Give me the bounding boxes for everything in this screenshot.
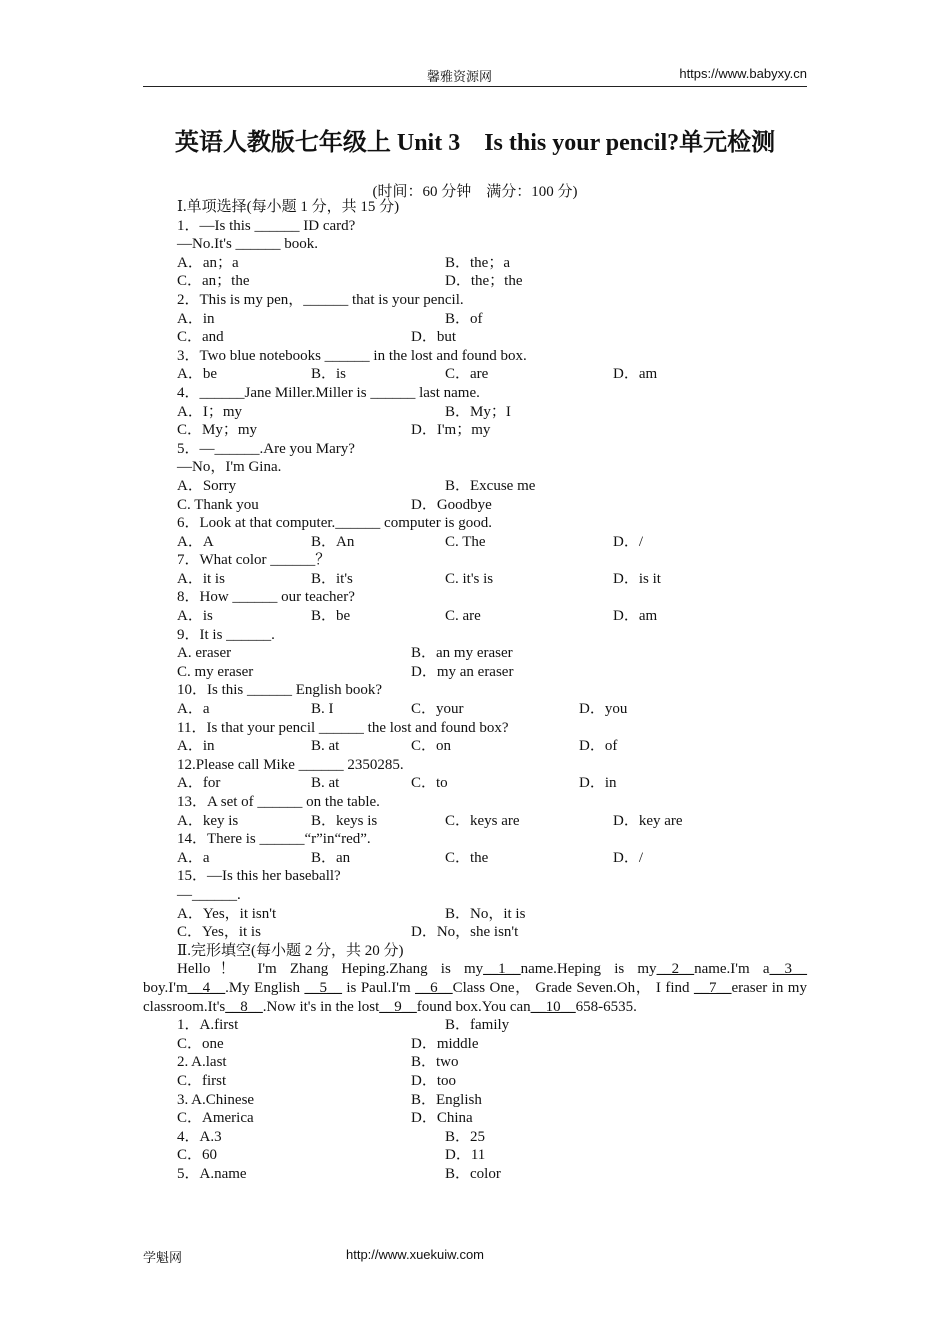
question-1-stem2: —No.It's ______ book. — [177, 236, 319, 253]
option-d: D．key are — [613, 812, 683, 829]
option-d: D．am — [613, 366, 658, 383]
question-5-stem2: —No，I'm Gina. — [177, 459, 282, 476]
blank-1: __1__ — [483, 961, 521, 978]
blank-8: __8__ — [225, 998, 263, 1015]
option-c: C．My；my — [177, 422, 258, 439]
option-c: C．an；the — [177, 273, 250, 290]
question-14-options — [143, 849, 807, 868]
question-6-stem: 6．Look at that computer.______ computer is good. — [177, 515, 492, 532]
option-d: D．my an eraser — [411, 663, 514, 680]
option-a: 5．A.name — [177, 1165, 247, 1182]
option-b: B．English — [411, 1091, 482, 1108]
blank-4: __4__ — [187, 979, 226, 996]
option-d: D．am — [613, 608, 658, 625]
option-d: D．the；the — [445, 273, 523, 290]
question-2-options-row2 — [143, 328, 807, 347]
option-d: D．you — [579, 701, 628, 718]
question-4-options-row2 — [143, 421, 807, 440]
option-b: B．No，it is — [445, 905, 526, 922]
question-4-options-row1 — [143, 403, 807, 422]
time-score-info: (时间：60 分钟 满分：100 分) — [372, 184, 578, 200]
option-c: C．one — [177, 1035, 224, 1052]
option-a: A．in — [177, 310, 215, 327]
cloze-4-options-row2 — [143, 1146, 807, 1165]
question-12-stem: 12.Please call Mike ______ 2350285. — [177, 756, 404, 773]
option-c: C．America — [177, 1110, 254, 1127]
option-c: C. it's is — [445, 570, 494, 587]
option-d: D．of — [579, 738, 618, 755]
question-1-options-row2 — [143, 272, 807, 291]
option-a: A．is — [177, 608, 213, 625]
question-9-options-row2 — [143, 663, 807, 682]
option-a: A．in — [177, 738, 215, 755]
question-15-stem: 15．—Is this her baseball? — [177, 868, 341, 885]
blank-3: __3__ — [769, 961, 807, 978]
question-9-options-row1 — [143, 644, 807, 663]
question-13-stem: 13．A set of ______ on the table. — [177, 794, 380, 810]
question-15-stem2: —______. — [177, 886, 241, 903]
option-c: C．are — [445, 366, 489, 383]
passage-text: .Now it's in the lost — [262, 998, 380, 1015]
question-1-stem: 1．—Is this ______ ID card? — [177, 217, 356, 234]
option-b: B．the；a — [445, 254, 510, 271]
cloze-3-options-row1 — [143, 1091, 807, 1110]
blank-2: __2__ — [656, 961, 695, 978]
question-9-stem: 9．It is ______. — [177, 626, 275, 643]
option-c: C．the — [445, 849, 489, 866]
passage-text: found box.You can — [416, 998, 531, 1015]
cloze-1-options-row1 — [143, 1016, 807, 1035]
footer-url[interactable]: http://www.xuekuiw.com — [346, 1247, 484, 1262]
question-3-stem: 3．Two blue notebooks ______ in the lost and found box. — [177, 347, 527, 364]
option-a: A．A — [177, 533, 214, 550]
option-a: A．be — [177, 366, 217, 383]
option-a: A．key is — [177, 812, 239, 829]
option-b: B. at — [311, 738, 340, 755]
option-b: B．is — [311, 366, 347, 383]
option-b: B．My；I — [445, 403, 511, 420]
option-a: A．it is — [177, 570, 225, 587]
option-c: C．Yes，it is — [177, 924, 261, 941]
passage-text: .My English — [225, 979, 305, 996]
cloze-passage — [143, 960, 807, 1016]
question-5-options-row2 — [143, 496, 807, 515]
passage-text: is Paul.I'm — [341, 979, 416, 996]
cloze-2-options-row1 — [143, 1053, 807, 1072]
option-c: C．first — [177, 1072, 227, 1089]
option-b: B．it's — [311, 570, 353, 587]
option-c: C. The — [445, 533, 486, 550]
option-b: B．be — [311, 608, 351, 625]
question-2-stem: 2．This is my pen，______ that is your pencil. — [177, 291, 464, 308]
header-url[interactable]: https://www.babyxy.cn — [679, 66, 807, 81]
option-d: D．too — [411, 1072, 457, 1089]
cloze-5-options-row1 — [143, 1165, 807, 1184]
option-a: 4．A.3 — [177, 1128, 222, 1145]
question-3-options — [143, 365, 807, 384]
option-b: B．of — [445, 310, 483, 327]
question-15-options-row2 — [143, 923, 807, 942]
passage-text: Hello！ I'm Zhang Heping.Zhang is my — [177, 961, 484, 978]
passage-text: name.Heping is my — [520, 961, 657, 978]
option-a: A．an；a — [177, 254, 239, 271]
option-a: A．Yes，it isn't — [177, 905, 277, 922]
question-6-options — [143, 533, 807, 552]
blank-10: __10__ — [530, 998, 576, 1015]
document-body — [143, 198, 807, 1183]
option-d: D．China — [411, 1110, 473, 1127]
option-b: B．two — [411, 1054, 459, 1071]
question-10-options — [143, 700, 807, 719]
passage-text: name.I'm a — [694, 961, 770, 978]
option-b: B．keys is — [311, 812, 378, 829]
option-d: D．/ — [613, 533, 644, 550]
option-b: B．An — [311, 533, 355, 550]
option-a: A．Sorry — [177, 477, 237, 494]
option-b: B．an my eraser — [411, 645, 513, 662]
option-c: C．on — [411, 738, 452, 755]
option-a: A．a — [177, 701, 210, 718]
option-a: 1．A.first — [177, 1017, 239, 1034]
header-site-name: 馨雅资源网 — [427, 69, 493, 84]
question-11-stem: 11．Is that your pencil ______ the lost and found box? — [177, 719, 509, 736]
option-a: A．I；my — [177, 403, 242, 420]
question-7-stem: 7．What color ______？ — [177, 552, 331, 569]
option-d: D．middle — [411, 1035, 479, 1052]
question-5-stem: 5．—______.Are you Mary? — [177, 440, 355, 457]
option-c: C. Thank you — [177, 496, 259, 513]
passage-text: Class One， Grade Seven.Oh， I find — [452, 979, 694, 996]
question-13-options — [143, 812, 807, 831]
option-a: A．for — [177, 775, 221, 792]
option-d: D．I'm；my — [411, 422, 491, 439]
blank-6: __6__ — [415, 979, 453, 996]
option-c: C. my eraser — [177, 663, 254, 680]
cloze-3-options-row2 — [143, 1109, 807, 1128]
cloze-4-options-row1 — [143, 1128, 807, 1147]
option-b: B．an — [311, 849, 351, 866]
option-d: D．in — [579, 775, 617, 792]
option-d: D．is it — [613, 570, 661, 587]
footer-site-name: 学魁网 — [143, 1250, 183, 1265]
option-c: C．to — [411, 775, 448, 792]
option-c: C．and — [177, 329, 224, 346]
page-header — [143, 66, 807, 87]
passage-text: eraser in my classroom.It's — [143, 979, 807, 1015]
option-b: B．color — [445, 1165, 501, 1182]
document-title: 英语人教版七年级上 Unit 3 Is this your pencil?单元检测 — [174, 130, 776, 156]
blank-5: __5__ — [304, 979, 342, 996]
cloze-1-options-row2 — [143, 1035, 807, 1054]
question-4-stem: 4．______Jane Miller.Miller is ______ last name. — [177, 384, 480, 401]
option-b: B．family — [445, 1017, 510, 1034]
question-14-stem: 14．There is ______“r”in“red”. — [177, 831, 371, 848]
option-d: D．Goodbye — [411, 496, 492, 513]
question-5-options-row1 — [143, 477, 807, 496]
cloze-2-options-row2 — [143, 1072, 807, 1091]
passage-text: boy.I'm — [143, 979, 188, 996]
option-c: C．your — [411, 701, 464, 718]
passage-text: 658-6535. — [575, 998, 637, 1015]
option-b: B．Excuse me — [445, 477, 536, 494]
question-2-options-row1 — [143, 310, 807, 329]
section2-heading: Ⅱ.完形填空(每小题 2 分，共 20 分) — [177, 942, 404, 959]
question-12-options — [143, 774, 807, 793]
question-10-stem: 10．Is this ______ English book? — [177, 682, 382, 699]
option-d: D．11 — [445, 1147, 486, 1164]
option-a: A．a — [177, 849, 210, 866]
option-d: D．/ — [613, 849, 644, 866]
option-a: 2. A.last — [177, 1054, 227, 1071]
question-11-options — [143, 737, 807, 756]
option-c: C．60 — [177, 1147, 218, 1164]
question-8-options — [143, 607, 807, 626]
option-d: D．but — [411, 329, 457, 346]
blank-7: __7__ — [693, 979, 732, 996]
blank-9: __9__ — [379, 998, 417, 1015]
section1-heading: Ⅰ.单项选择(每小题 1 分，共 15 分) — [177, 199, 400, 215]
question-15-options-row1 — [143, 905, 807, 924]
option-c: C. are — [445, 608, 481, 625]
option-a: A. eraser — [177, 645, 232, 662]
option-b: B．25 — [445, 1128, 486, 1145]
question-1-options-row1 — [143, 254, 807, 273]
question-8-stem: 8．How ______ our teacher? — [177, 589, 355, 606]
option-c: C．keys are — [445, 812, 520, 829]
option-d: D．No，she isn't — [411, 924, 519, 941]
option-b: B. at — [311, 775, 340, 792]
option-b: B. I — [311, 701, 334, 718]
question-7-options — [143, 570, 807, 589]
option-a: 3. A.Chinese — [177, 1091, 255, 1108]
